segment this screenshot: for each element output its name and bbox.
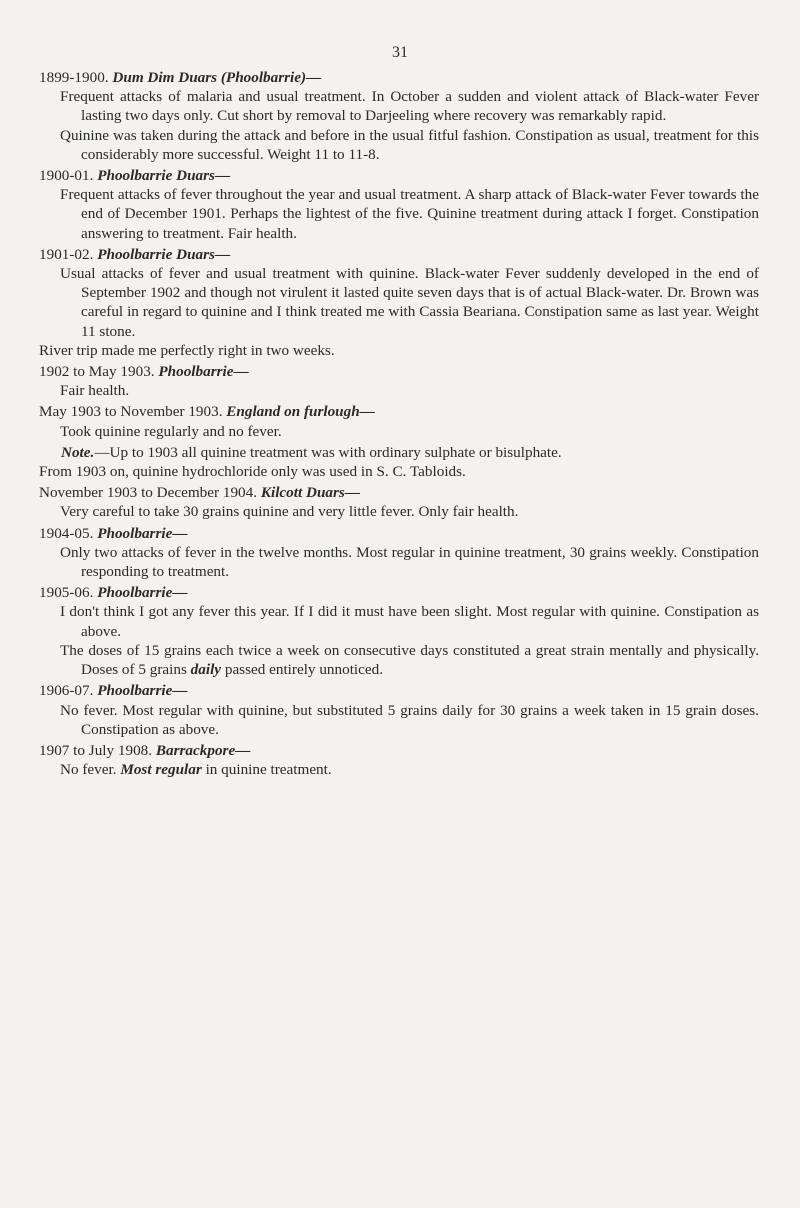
entry-paragraph: Frequent attacks of malaria and usual treatment. In October a sudden and violent attack of Black-water Fever lasting two days only. Cut short by removal to Darjeeling where recovery was remarkably rapid.	[60, 88, 759, 125]
entry-paragraph: No fever. Most regular with quinine, but substituted 5 grains daily for 30 grains a week taken in 15 grain doses. Constipation as above.	[60, 701, 759, 738]
entry-heading	[39, 402, 759, 421]
entry-heading	[39, 741, 759, 760]
entry-year: 1901-02.	[39, 245, 94, 263]
entry-1899-1900	[39, 68, 759, 164]
entry-year: 1907 to July 1908.	[39, 741, 153, 759]
note-label: Note.	[61, 443, 95, 461]
entry-paragraph: Frequent attacks of fever throughout the year and usual treatment. A sharp attack of Black-water Fever towards the end of December 1901. Perhaps the lightest of the five. Quinine treatment during attack I forget. Constipation answering to treatment. Fair health.	[60, 186, 759, 242]
note-text: —Up to 1903 all quinine treatment was with ordinary sulphate or bisulphate.	[94, 443, 562, 461]
entry-place: Kilcott Duars—	[260, 484, 361, 502]
entry-heading	[39, 483, 759, 502]
entry-paragraph: Took quinine regularly and no fever.	[60, 422, 282, 440]
entry-year: November 1903 to December 1904.	[39, 484, 258, 502]
entry-place: Phoolbarrie—	[97, 682, 188, 700]
entry-paragraph: Only two attacks of fever in the twelve months. Most regular in quinine treatment, 30 grains weekly. Constipation responding to treatment.	[60, 543, 759, 581]
entry-text: passed entirely unnoticed.	[224, 661, 383, 679]
entry-1900-01	[39, 166, 759, 243]
entry-heading	[39, 68, 759, 87]
entry-1902-1903	[39, 362, 759, 400]
page-number: 31	[392, 44, 408, 61]
emphasis-daily: daily	[190, 661, 222, 679]
entry-place: Phoolbarrie—	[97, 584, 188, 602]
entry-1901-02	[39, 245, 759, 360]
entry-year: 1899-1900.	[39, 69, 109, 86]
entry-paragraph	[60, 641, 759, 679]
entry-1906-07	[39, 681, 759, 739]
entry-place: Barrackpore—	[155, 741, 251, 759]
entry-place: Dum Dim Duars (Phoolbarrie)—	[112, 69, 322, 86]
entry-1905-06	[39, 583, 759, 679]
entry-paragraph: Usual attacks of fever and usual treatment with quinine. Black-water Fever suddenly developed in the end of September 1902 and though not virulent it lasted quite seven days that is of actual Black-water. Dr. Brown was careful in regard to quinine and I think treated me with Cassia Beariana. Constipation same as last year. Weight 11 stone.	[60, 265, 759, 340]
entry-1907-1908	[39, 741, 759, 779]
entry-heading	[39, 245, 759, 264]
note-continuation: From 1903 on, quinine hydrochloride only was used in S. C. Tabloids.	[39, 463, 466, 481]
entry-paragraph: Fair health.	[60, 382, 130, 400]
document-body	[39, 68, 759, 781]
entry-text: No fever.	[60, 761, 117, 779]
note-block	[39, 443, 759, 481]
entry-heading	[39, 583, 759, 602]
entry-year: May 1903 to November 1903.	[39, 403, 223, 421]
entry-nov1903-dec1904	[39, 483, 759, 521]
entry-paragraph: Quinine was taken during the attack and before in the usual fitful fashion. Constipation as usual, treatment for this considerably more successful. Weight 11 to 11-8.	[60, 126, 759, 163]
entry-paragraph: River trip made me perfectly right in two weeks.	[39, 341, 335, 359]
entry-text: The doses of 15 grains each twice a week on consecutive days constituted a great strain mentally and physically. Doses of 5 grains	[60, 641, 759, 679]
entry-place: Phoolbarrie—	[158, 363, 249, 381]
entry-heading	[39, 362, 759, 381]
entry-place: Phoolbarrie—	[97, 524, 188, 542]
note-line	[39, 443, 759, 462]
entry-place: England on furlough—	[226, 403, 375, 421]
entry-heading	[39, 166, 759, 185]
entry-year: 1900-01.	[39, 167, 94, 185]
entry-paragraph: Very careful to take 30 grains quinine and very little fever. Only fair health.	[60, 503, 519, 521]
entry-heading	[39, 524, 759, 543]
entry-place: Phoolbarrie Duars—	[97, 245, 231, 263]
entry-paragraph: I don't think I got any fever this year. If I did it must have been slight. Most regular with quinine. Constipation as above.	[60, 603, 759, 640]
entry-may-nov-1903	[39, 402, 759, 440]
entry-year: 1904-05.	[39, 524, 94, 542]
entry-place: Phoolbarrie Duars—	[97, 167, 231, 185]
emphasis-most-regular: Most regular	[120, 761, 202, 779]
entry-paragraph	[60, 760, 759, 779]
entry-year: 1906-07.	[39, 682, 94, 700]
entry-heading	[39, 681, 759, 700]
entry-year: 1902 to May 1903.	[39, 363, 155, 381]
entry-year: 1905-06.	[39, 584, 94, 602]
entry-text: in quinine treatment.	[205, 761, 332, 779]
entry-1904-05	[39, 524, 759, 582]
